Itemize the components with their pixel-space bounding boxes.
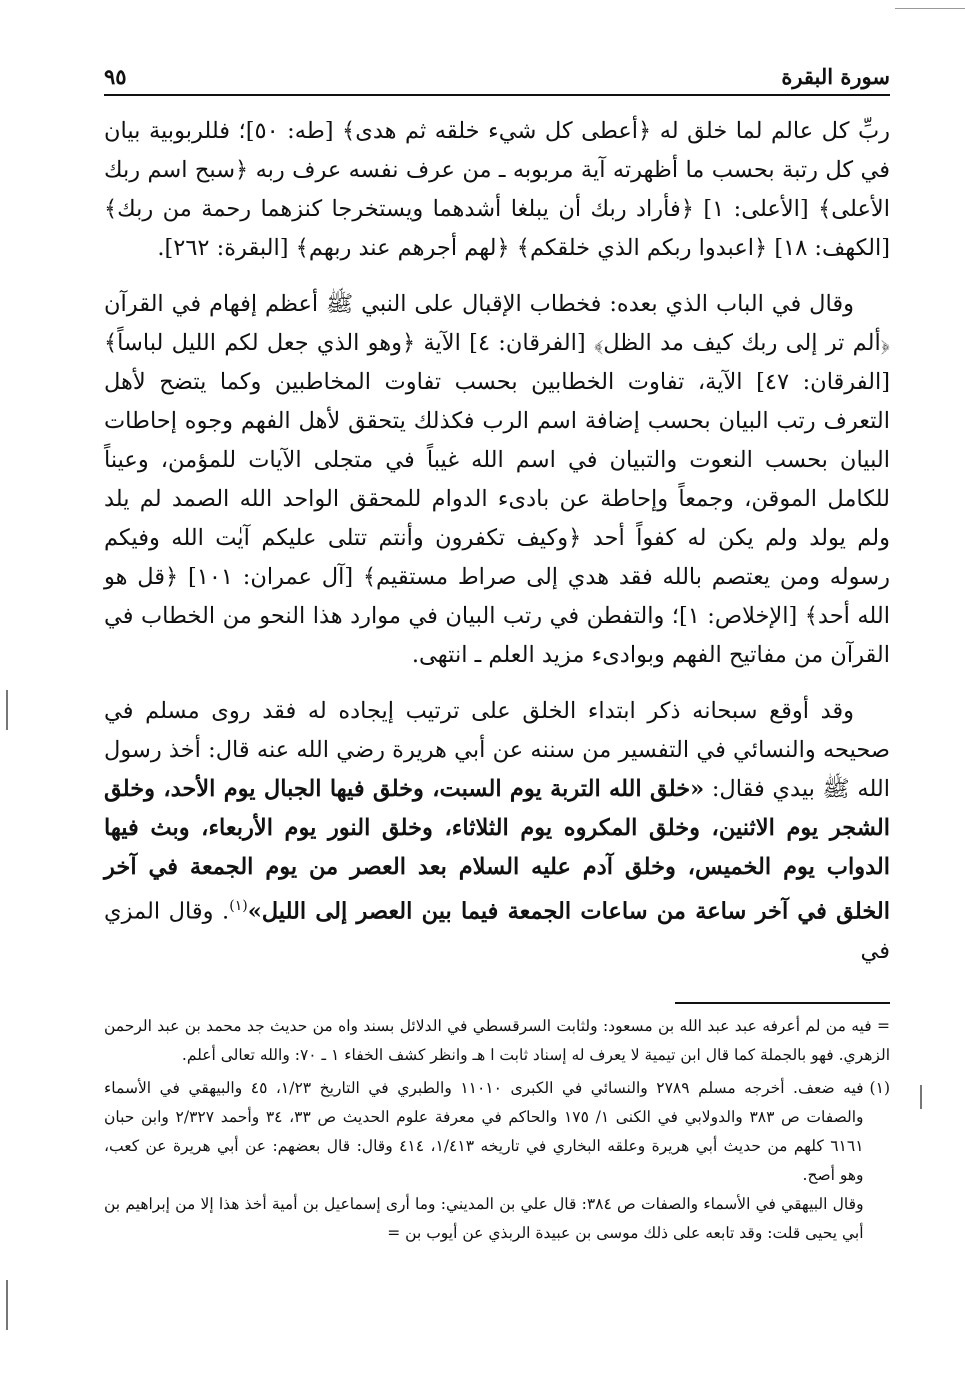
scan-artifact [920, 1085, 922, 1109]
page-title: سورة البقرة [781, 63, 890, 89]
footnote-continuation: = فيه من لم أعرفه عبد عبد الله بن مسعود: ولثابت السرقسطي في الدلائل بسند واه من حديث جد محمد بن عبد الرحمن الزهري. فهو بالجملة كما قال ابن تيمية لا يعرف له إسناد ثابت ا هـ وانظر كشف الخفاء ١ ـ ٧٠: والله تعالى أعلم. [104, 1017, 890, 1064]
scan-edge-line [895, 8, 965, 9]
paragraph-hadith [104, 692, 890, 971]
page-header [104, 58, 890, 94]
footnote-divider [675, 1002, 890, 1004]
page-number: ٩٥ [104, 63, 127, 89]
footnotes [104, 1012, 890, 1248]
footnote-number: (١) [869, 1079, 890, 1097]
footnote-text: فيه ضعف. أخرجه مسلم ٢٧٨٩ والنسائي في الكبرى ١١٠١٠ والطبري في التاريخ ١/٢٣، ٤٥ والبيهقي في الأسماء والصفات ص ٣٨٣ والدولابي في الكنى ١/ ١٧٥ والحاكم في معرفة علوم الحديث ص ٣٣، ٣٤ وأحمد ٢/٣٢٧ وابن حبان ٦١٦١ كلهم من حديث أبي هريرة وعلقه البخاري في تاريخه ١/٤١٣، ٤١٤ وقال: قال بعضهم: عن أبي هريرة عن كعب، وهو أصح. [104, 1079, 864, 1184]
footnote-body [104, 1074, 864, 1248]
hadith-text: «خلق الله التربة يوم السبت، وخلق فيها الجبال يوم الأحد، وخلق الشجر يوم الاثنين، وخلق المكروه يوم الثلاثاء، وخلق النور يوم الأربعاء، وبث فيها الدواب يوم الخميس، وخلق آدم عليه السلام بعد العصر من يوم الجمعة في آخر الخلق في آخر ساعة من ساعات الجمعة فيما بين العصر إلى الليل» [104, 776, 891, 925]
paragraph-tail: . وقال المزي في [104, 898, 890, 964]
main-text [104, 112, 890, 988]
footnote-reference[interactable]: (١) [229, 898, 248, 914]
footnote-1 [104, 1074, 890, 1248]
paragraph-text: وقد أوقع سبحانه ذكر ابتداء الخلق على ترتيب إيجاده له فقد روى مسلم في صحيحه والنسائي في التفسير من سننه عن أبي هريرة رضي الله عنه قال: أخذ رسول الله ﷺ بيدي فقال: [104, 698, 890, 802]
paragraph: وقال في الباب الذي بعده: فخطاب الإقبال على النبي ﷺ أعظم إفهام في القرآن ﴿ألم تر إلى ربك كيف مد الظل﴾ [الفرقان: ٤] الآية ﴿وهو الذي جعل لكم الليل لباساً﴾ [الفرقان: ٤٧] الآية، تفاوت الخطابين بحسب تفاوت المخاطبين وكما يتضح لأهل التعرف رتب البيان بحسب إضافة اسم الرب فكذلك يتحقق لأهل الفهم وجوه إحاطات البيان بحسب النعوت والتبيان في اسم الله غيباً في متجلى الآيات للمؤمن، وعيناً للكامل الموقن، وجمعاً وإحاطة عن بادىء الدوام للمحقق الواحد الله الصمد لم يلد ولم يولد ولم يكن له كفواً أحد ﴿وكيف تكفرون وأنتم تتلى عليكم آيٰت الله وفيكم رسوله ومن يعتصم بالله فقد هدي إلى صراط مستقيم﴾ [آل عمران: ١٠١] ﴿قل هو الله أحد﴾ [الإخلاص: ١]؛ والتفطن في رتب البيان في موارد هذا النحو من الخطاب في القرآن من مفاتيح الفهم وبوادىء مزيد العلم ـ انتهى. [104, 291, 890, 668]
header-divider [104, 94, 890, 96]
scan-artifact [6, 1280, 8, 1330]
footnote-text-extra: وقال البيهقي في الأسماء والصفات ص ٣٨٤: قال علي بن المديني: وما أرى إسماعيل بن أمية أخذ هذا إلا من إبراهيم بن أبي يحيى قلت: وقد تابعه على ذلك موسى بن عبيدة الربذي عن أيوب بن = [104, 1195, 864, 1242]
scan-artifact [6, 690, 8, 730]
paragraph: ربِّ كل عالم لما خلق له ﴿أعطى كل شيء خلقه ثم هدى﴾ [طه: ٥٠]؛ فللربوبية بيان في كل رتبة بحسب ما أظهرته آية مربوبه ـ من عرف نفسه عرف ربه ﴿سبح اسم ربك الأعلى﴾ [الأعلى: ١] ﴿فأراد ربك أن يبلغا أشدهما ويستخرجا كنزهما رحمة من ربك﴾ [الكهف: ١٨] ﴿اعبدوا ربكم الذي خلقكم﴾ ﴿لهم أجرهم عند ربهم﴾ [البقرة: ٢٦٢]. [104, 118, 890, 261]
